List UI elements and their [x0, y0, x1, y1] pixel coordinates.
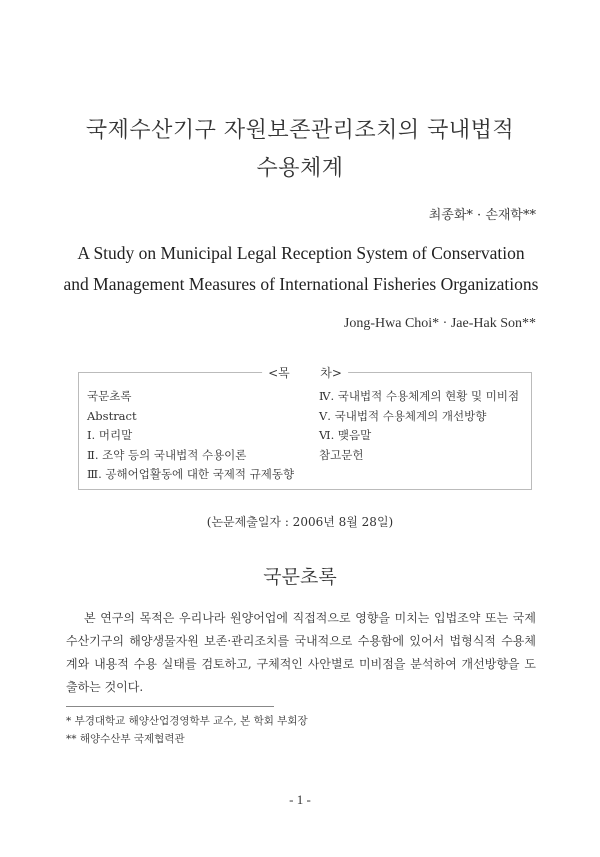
korean-authors: 최종화* · 손재학** — [428, 208, 536, 223]
abstract-text: 본 연구의 목적은 우리나라 원양어업에 직접적으로 영향을 미치는 입법조약 또는 국제수산기구의 해양생물자원 보존·관리조치를 국내적으로 수용함에 있어서 법형식적 수용체계와 내용적 수용 실태를 검토하고, 구체적인 사안별로 미비점을 분석하여 개선방향을 도출하는 것이다. — [66, 611, 536, 694]
korean-title-line-2: 수용체계 — [256, 156, 344, 181]
korean-title-line-1: 국제수산기구 자원보존관리조치의 국내법적 — [85, 118, 515, 143]
toc-item: Ⅵ. 맺음말 — [319, 428, 372, 442]
english-authors: Jong-Hwa Choi* · Jae-Hak Son** — [343, 316, 536, 331]
toc-heading: <목 차> — [262, 364, 348, 381]
toc-item: Ⅰ. 머리말 — [87, 428, 133, 442]
english-title-line-2: and Management Measures of International Fisheries Organizations — [63, 274, 539, 294]
toc-left-column — [87, 387, 294, 485]
toc-item: Ⅲ. 공해어업활동에 대한 국제적 규제동향 — [87, 467, 295, 481]
toc-item: Ⅴ. 국내법적 수용체계의 개선방향 — [319, 408, 487, 423]
submission-date: (논문제출일자 : 2006년 8월 28일) — [206, 515, 394, 529]
toc-item: 참고문헌 — [319, 447, 364, 462]
page-number: - 1 - — [289, 792, 311, 807]
english-title-line-1: A Study on Municipal Legal Reception System of Conservation — [77, 243, 525, 263]
english-title — [40, 238, 562, 300]
footnote-2: ** 해양수산부 국제협력관 — [66, 733, 185, 745]
abstract-heading: 국문초록 — [263, 566, 337, 588]
footnote-1: * 부경대학교 해양산업경영학부 교수, 본 학회 부회장 — [66, 715, 308, 727]
footnote-divider — [66, 706, 274, 707]
toc-item: 국문초록 — [87, 389, 132, 403]
toc-item: Abstract — [87, 408, 137, 423]
table-of-contents — [78, 366, 532, 490]
toc-right-column — [319, 387, 519, 465]
toc-item: Ⅳ. 국내법적 수용체계의 현황 및 미비점 — [319, 389, 520, 403]
korean-title — [40, 112, 560, 188]
footnotes — [66, 712, 308, 748]
toc-item: Ⅱ. 조약 등의 국내법적 수용이론 — [87, 447, 247, 462]
